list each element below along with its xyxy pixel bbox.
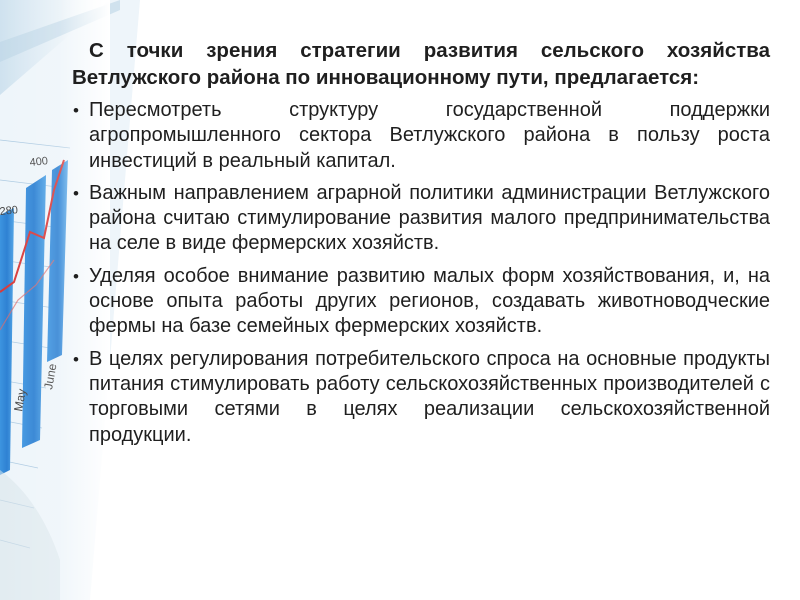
bullet-item [72, 264, 770, 340]
bullet-dot-icon: • [73, 266, 79, 286]
bullet-dot-icon: • [73, 349, 79, 369]
slide-content [72, 38, 770, 455]
bullet-dot-icon: • [73, 183, 79, 203]
bullet-item [72, 347, 770, 448]
bullet-item [72, 98, 770, 174]
bullet-text: В целях регулирования потребительского спроса на основные продукты питания стимулировать работу сельскохозяйственных производителей с торговыми сетями в целях реализации сельскохозяйственной продукции. [89, 347, 770, 446]
slide-heading: С точки зрения стратегии развития сельского хозяйства Ветлужского района по инновационному пути, предлагается: [72, 39, 770, 89]
bullet-text: Пересмотреть структуру государственной поддержки агропромышленного сектора Ветлужского района в пользу роста инвестиций в реальный капитал. [89, 99, 770, 172]
bullet-text: Важным направлением аграрной политики администрации Ветлужского района считаю стимулирование развития малого предпринимательства на селе в виде фермерских хозяйств. [89, 181, 770, 255]
bullet-dot-icon: • [73, 101, 79, 120]
bullet-text: Уделяя особое внимание развитию малых форм хозяйствования, и, на основе опыта работы других регионов, создавать животноводческие фермы на базе семейных фермерских хозяйств. [89, 264, 770, 338]
bullet-list [72, 98, 770, 448]
bullet-item [72, 181, 770, 257]
